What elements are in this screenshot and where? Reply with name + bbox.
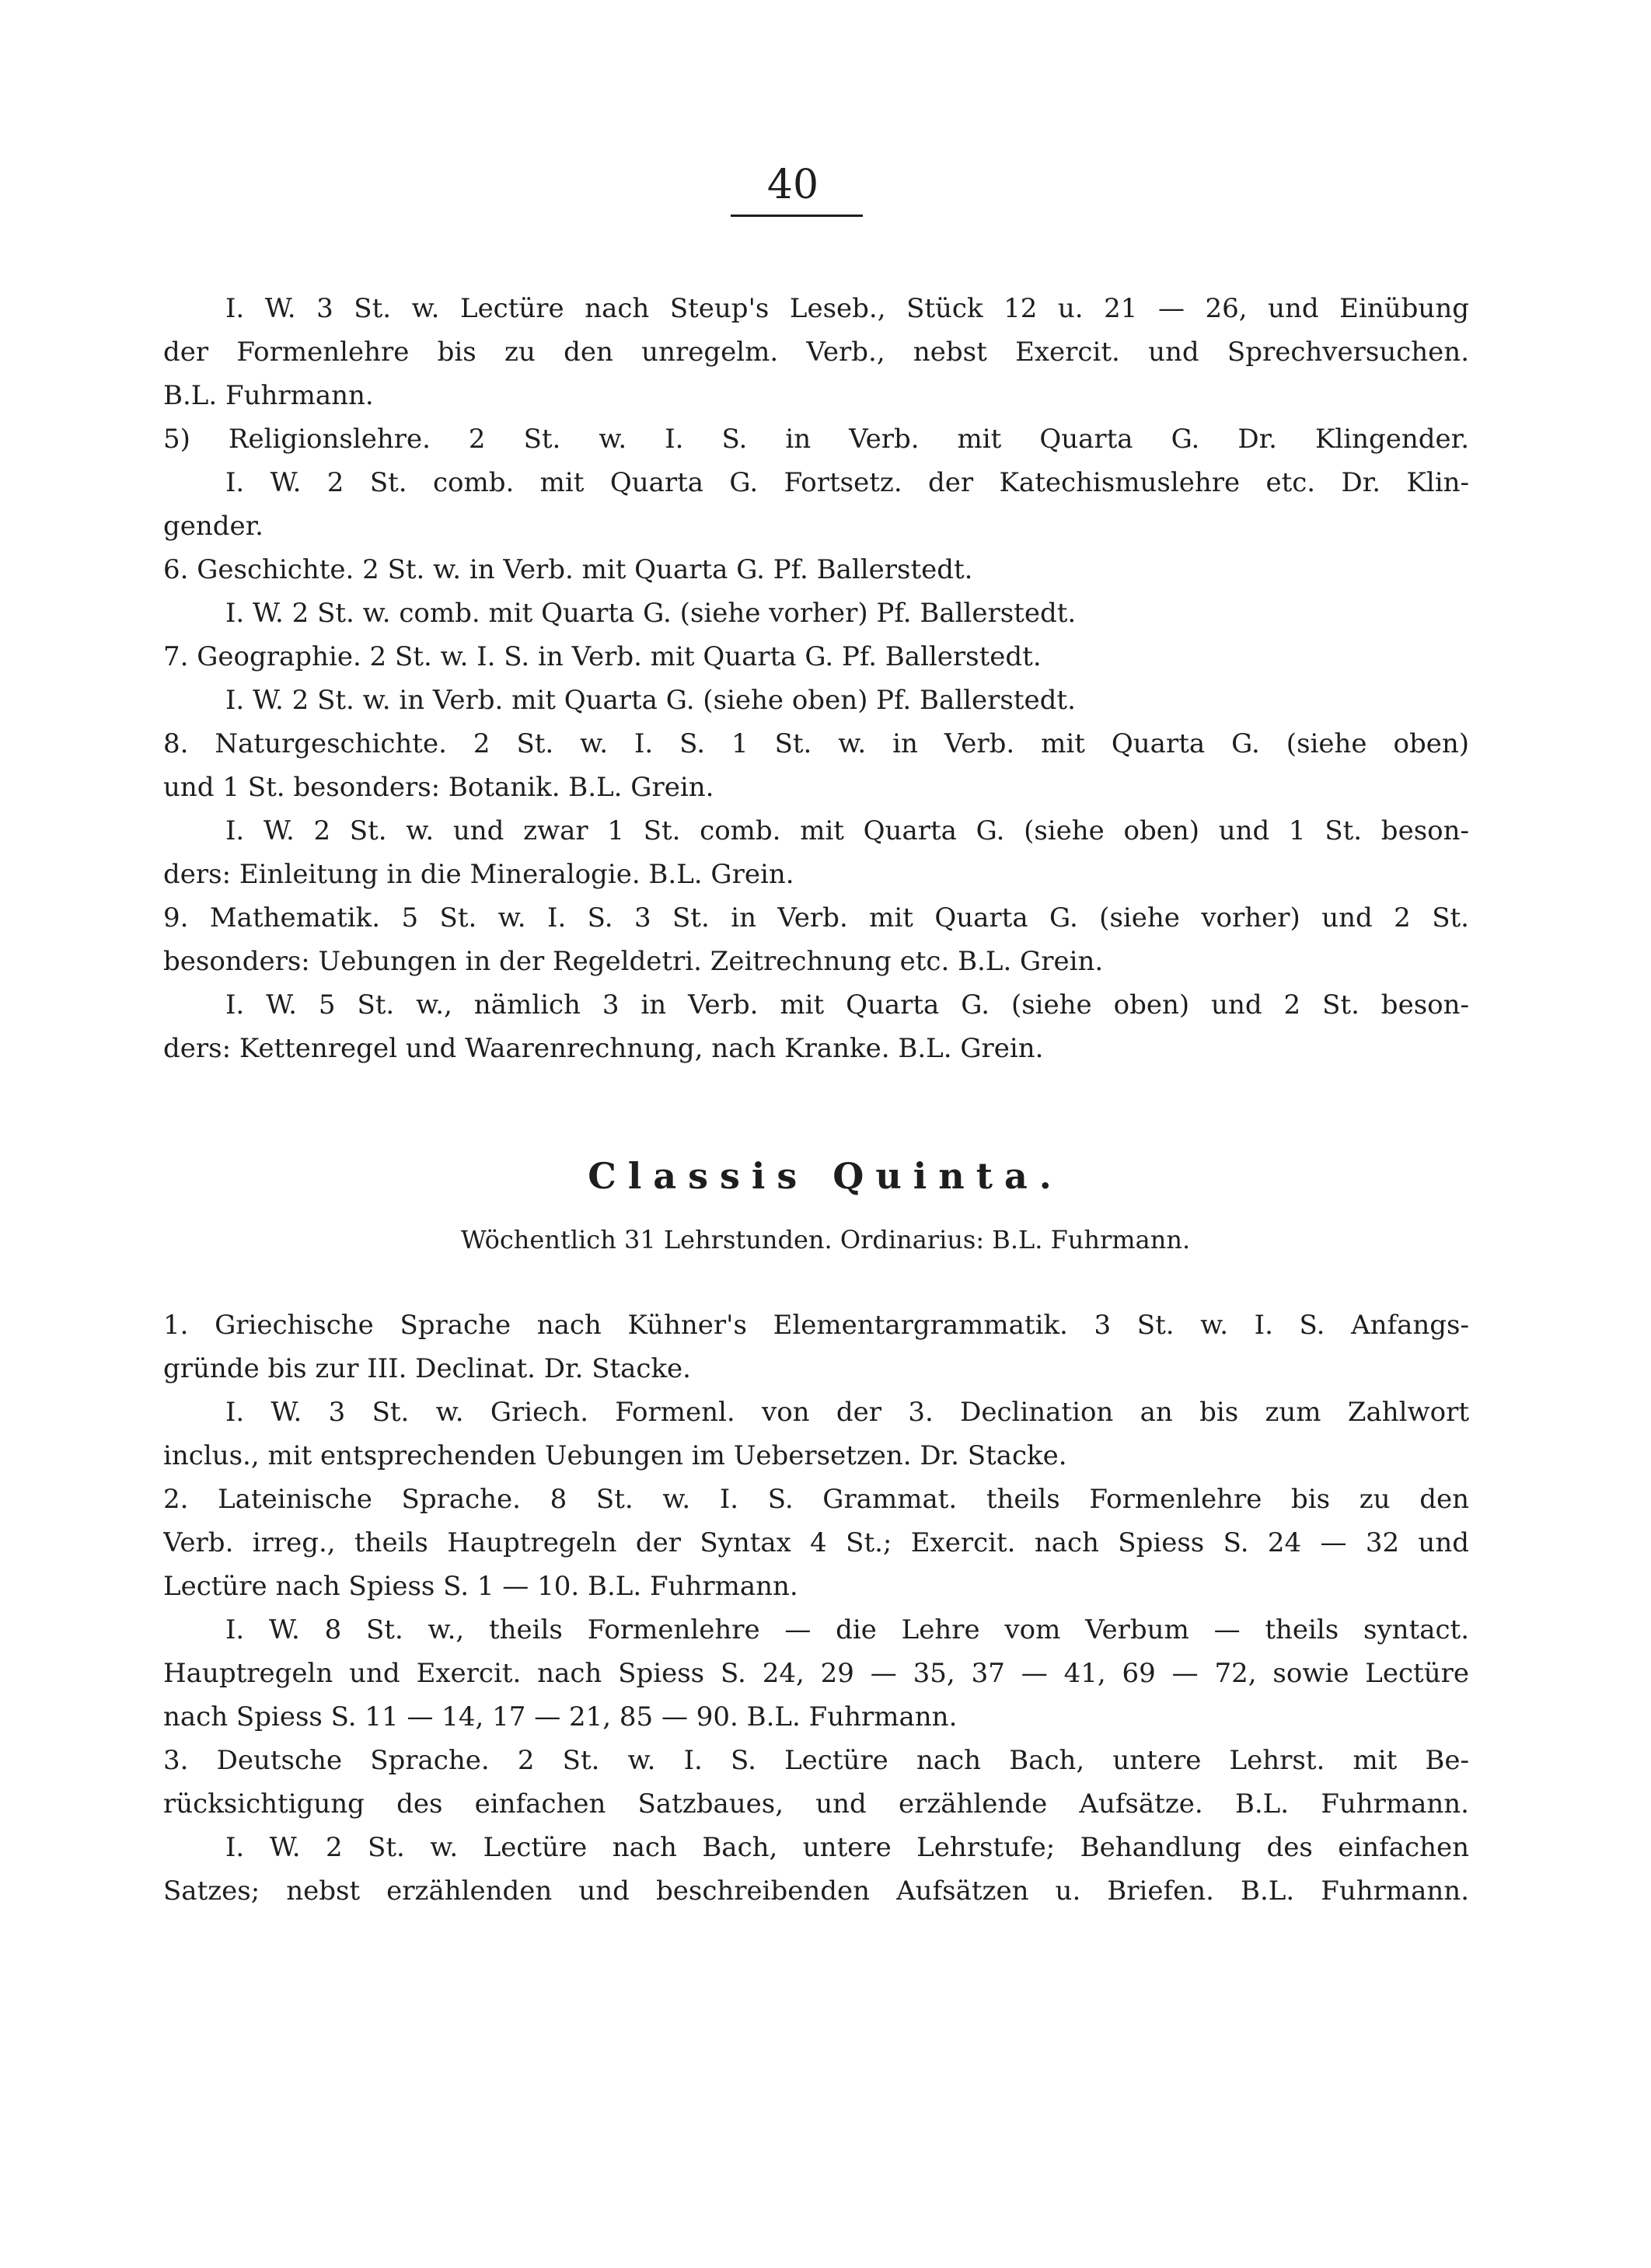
text-line: ders: Einleitung in die Mineralogie. B.L. Grein. bbox=[163, 859, 794, 890]
text-line: Satzes; nebst erzählenden und beschreibenden Aufsätzen u. Briefen. B.L. Fuhrmann. bbox=[163, 1875, 1469, 1907]
text-line: 7. Geographie. 2 St. w. I. S. in Verb. mit Quarta G. Pf. Ballerstedt. bbox=[163, 641, 1042, 672]
text-line: I. W. 5 St. w., nämlich 3 in Verb. mit Quarta G. (siehe oben) und 2 St. beson- bbox=[225, 989, 1469, 1021]
text-line: 6. Geschichte. 2 St. w. in Verb. mit Quarta G. Pf. Ballerstedt. bbox=[163, 554, 973, 585]
text-line: I. W. 2 St. w. Lectüre nach Bach, untere Lehrstufe; Behandlung des einfachen bbox=[225, 1832, 1469, 1863]
page-number-underline bbox=[731, 215, 863, 217]
text-line: inclus., mit entsprechenden Uebungen im Uebersetzen. Dr. Stacke. bbox=[163, 1440, 1067, 1471]
text-line: I. W. 2 St. w. comb. mit Quarta G. (siehe vorher) Pf. Ballerstedt. bbox=[225, 598, 1077, 629]
text-line: und 1 St. besonders: Botanik. B.L. Grein. bbox=[163, 772, 714, 803]
section-subheading: Wöchentlich 31 Lehrstunden. Ordinarius: B.L. Fuhrmann. bbox=[460, 1225, 1191, 1254]
text-line: 5) Religionslehre. 2 St. w. I. S. in Verb. mit Quarta G. Dr. Klingender. bbox=[163, 424, 1469, 455]
section-heading: Classis Quinta. bbox=[588, 1155, 1063, 1197]
text-line: gründe bis zur III. Declinat. Dr. Stacke. bbox=[163, 1353, 691, 1384]
text-line: gender. bbox=[163, 511, 264, 542]
text-line: 8. Naturgeschichte. 2 St. w. I. S. 1 St. w. in Verb. mit Quarta G. (siehe oben) bbox=[163, 728, 1469, 759]
text-line: I. W. 2 St. w. in Verb. mit Quarta G. (siehe oben) Pf. Ballerstedt. bbox=[225, 685, 1076, 716]
text-line: Hauptregeln und Exercit. nach Spiess S. 24, 29 — 35, 37 — 41, 69 — 72, sowie Lectüre bbox=[163, 1658, 1469, 1689]
text-line: besonders: Uebungen in der Regeldetri. Zeitrechnung etc. B.L. Grein. bbox=[163, 946, 1104, 977]
text-line: ders: Kettenregel und Waarenrechnung, nach Kranke. B.L. Grein. bbox=[163, 1033, 1044, 1064]
text-line: 1. Griechische Sprache nach Kühner's Elementargrammatik. 3 St. w. I. S. Anfangs- bbox=[163, 1310, 1469, 1341]
text-line: 2. Lateinische Sprache. 8 St. w. I. S. Grammat. theils Formenlehre bis zu den bbox=[163, 1484, 1469, 1515]
text-line: I. W. 2 St. comb. mit Quarta G. Fortsetz. der Katechismuslehre etc. Dr. Klin- bbox=[225, 467, 1469, 498]
text-line: rücksichtigung des einfachen Satzbaues, und erzählende Aufsätze. B.L. Fuhrmann. bbox=[163, 1788, 1469, 1820]
text-line: der Formenlehre bis zu den unregelm. Verb., nebst Exercit. und Sprechversuchen. bbox=[163, 337, 1469, 368]
text-line: I. W. 8 St. w., theils Formenlehre — die Lehre vom Verbum — theils syntact. bbox=[225, 1614, 1469, 1645]
text-line: nach Spiess S. 11 — 14, 17 — 21, 85 — 90. B.L. Fuhrmann. bbox=[163, 1701, 958, 1732]
text-line: Verb. irreg., theils Hauptregeln der Syntax 4 St.; Exercit. nach Spiess S. 24 — 32 und bbox=[163, 1527, 1469, 1558]
text-line: I. W. 3 St. w. Griech. Formenl. von der 3. Declination an bis zum Zahlwort bbox=[225, 1397, 1469, 1428]
text-line: 3. Deutsche Sprache. 2 St. w. I. S. Lectüre nach Bach, untere Lehrst. mit Be- bbox=[163, 1745, 1469, 1776]
text-line: Lectüre nach Spiess S. 1 — 10. B.L. Fuhrmann. bbox=[163, 1571, 798, 1602]
text-line: B.L. Fuhrmann. bbox=[163, 380, 374, 411]
text-line: I. W. 2 St. w. und zwar 1 St. comb. mit Quarta G. (siehe oben) und 1 St. beson- bbox=[225, 815, 1469, 846]
text-line: I. W. 3 St. w. Lectüre nach Steup's Leseb., Stück 12 u. 21 — 26, und Einübung bbox=[225, 293, 1469, 324]
page-number: 40 bbox=[766, 162, 819, 208]
text-line: 9. Mathematik. 5 St. w. I. S. 3 St. in Verb. mit Quarta G. (siehe vorher) und 2 St. bbox=[163, 902, 1469, 933]
